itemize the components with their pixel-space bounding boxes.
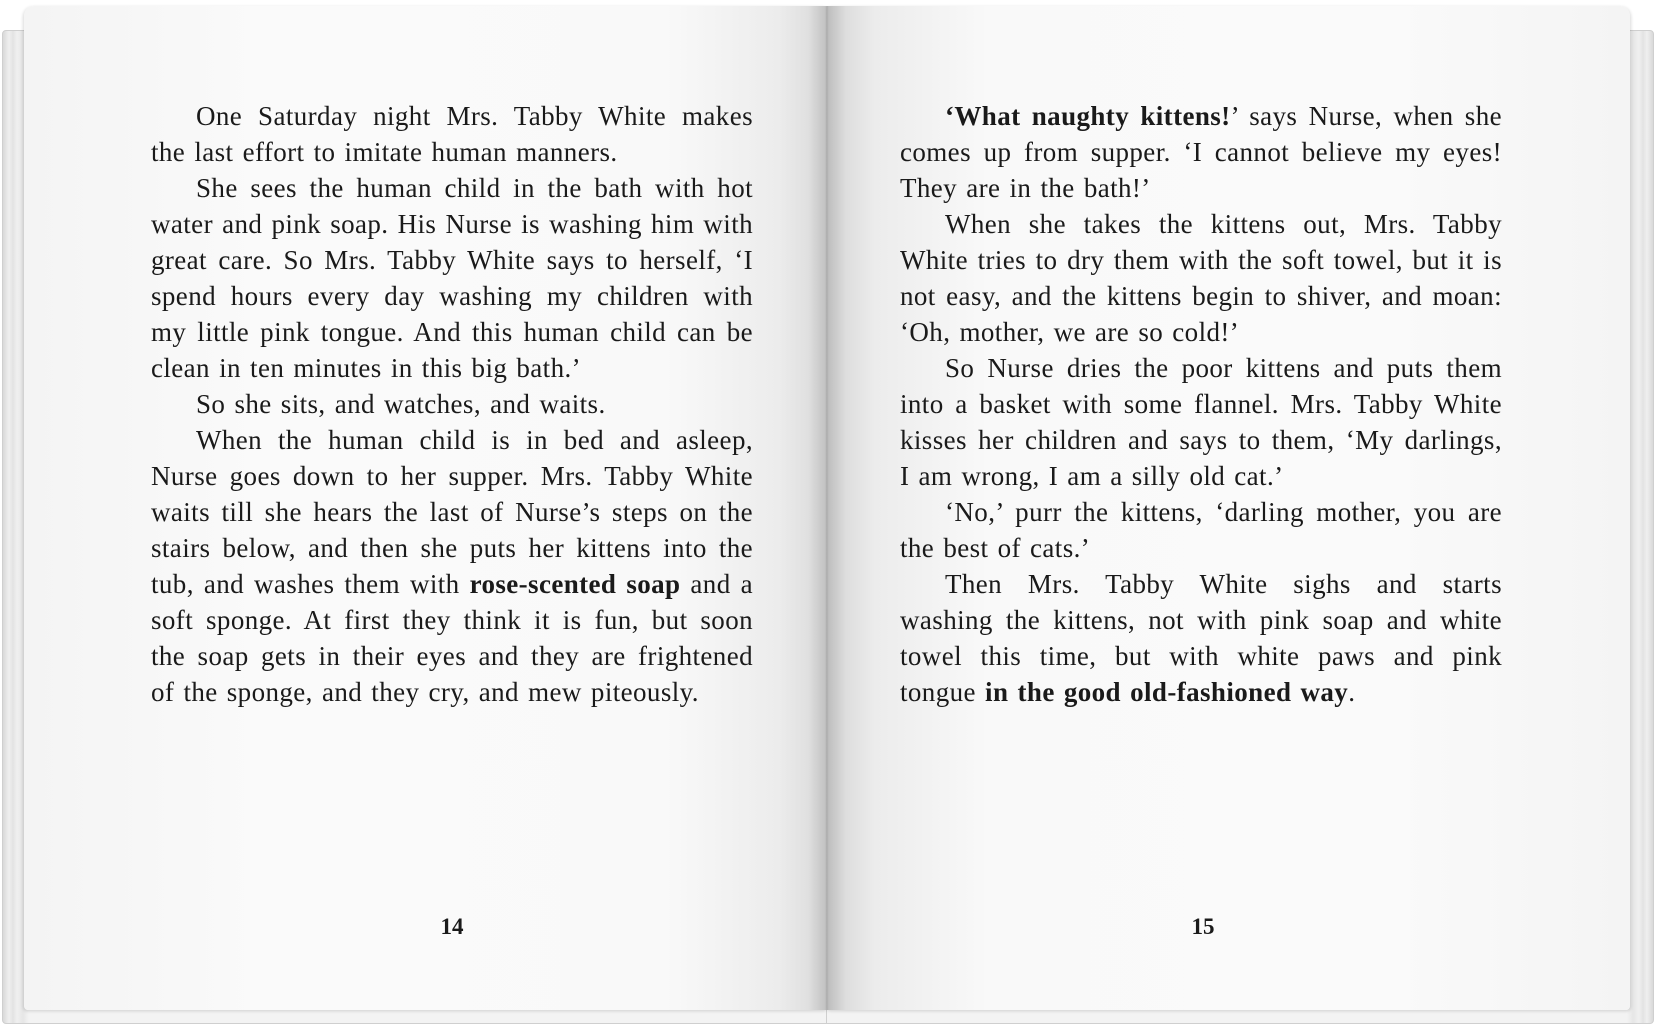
left-page-text	[151, 98, 753, 710]
text-segment: ’ says Nurse, when she comes up from supper. ‘I cannot believe my eyes! They are in the bath!’	[900, 101, 1502, 203]
paragraph	[151, 386, 753, 422]
paragraph	[900, 566, 1502, 710]
text-segment: One Saturday night Mrs. Tabby White makes the last effort to imitate human manners.	[151, 101, 753, 167]
text-segment: So she sits, and watches, and waits.	[196, 389, 606, 419]
bold-text-segment: rose-scented soap	[469, 569, 681, 599]
paragraph	[900, 494, 1502, 566]
paragraph	[151, 98, 753, 170]
text-segment: Then Mrs. Tabby White sighs and starts washing the kittens, not with pink soap and white towel this time, but with white paws and pink tongue	[900, 569, 1502, 707]
paragraph	[900, 98, 1502, 206]
paragraph	[900, 206, 1502, 350]
page-number: 15	[1191, 914, 1215, 939]
paragraph	[900, 350, 1502, 494]
right-page	[827, 6, 1630, 1010]
text-segment: So Nurse dries the poor kittens and puts them into a basket with some flannel. Mrs. Tabby White kisses her children and says to them, ‘My darlings, I am wrong, I am a silly old cat.’	[900, 353, 1502, 491]
bold-text-segment: in the good old-fashioned way	[985, 677, 1349, 707]
left-page	[24, 6, 827, 1010]
page-number: 14	[440, 914, 464, 939]
paragraph	[151, 422, 753, 710]
bold-text-segment: ‘What naughty kittens!	[945, 101, 1231, 131]
text-segment: .	[1348, 677, 1356, 707]
right-page-text	[900, 98, 1502, 710]
paragraph	[151, 170, 753, 386]
text-segment: and a soft sponge. At first they think it is fun, but soon the soap gets in their eyes and they are frightened of the sponge, and they cry, and mew piteously.	[151, 569, 753, 707]
text-segment: When she takes the kittens out, Mrs. Tabby White tries to dry them with the soft towel, but it is not easy, and the kittens begin to shiver, and moan: ‘Oh, mother, we are so cold!’	[900, 209, 1502, 347]
text-segment: ‘No,’ purr the kittens, ‘darling mother, you are the best of cats.’	[900, 497, 1502, 563]
text-segment: When the human child is in bed and asleep, Nurse goes down to her supper. Mrs. Tabby White waits till she hears the last of Nurse’s steps on the stairs below, and then she puts her kittens into the tub, and washes them with	[151, 425, 753, 599]
text-segment: She sees the human child in the bath with hot water and pink soap. His Nurse is washing him with great care. So Mrs. Tabby White says to herself, ‘I spend hours every day washing my children with my little pink tongue. And this human child can be clean in ten minutes in this big bath.’	[151, 173, 753, 383]
